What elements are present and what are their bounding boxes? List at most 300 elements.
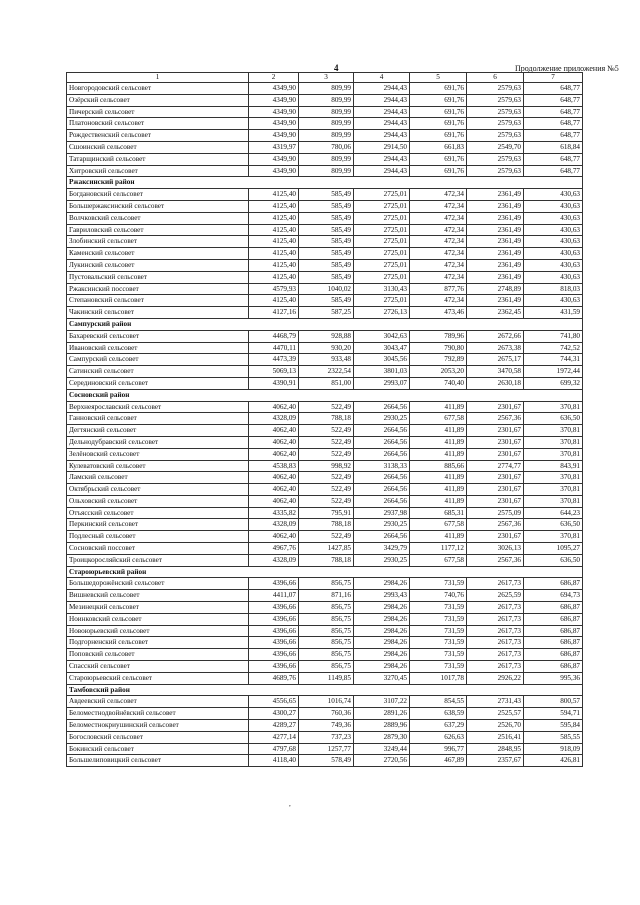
value-cell: 3130,43 [354,283,410,295]
value-cell: 3026,13 [467,543,524,555]
value-cell: 585,49 [299,200,354,212]
table-body [67,83,583,767]
settlement-name: Пустовальский сельсовет [67,271,249,283]
column-header: 6 [467,73,524,83]
value-cell: 2357,67 [467,755,524,767]
value-cell: 4328,09 [249,413,299,425]
value-cell: 691,76 [410,106,467,118]
value-cell: 411,89 [410,401,467,413]
value-cell: 2664,56 [354,448,410,460]
value-cell: 430,63 [524,295,583,307]
table-row [67,307,583,319]
value-cell: 1972,44 [524,366,583,378]
column-header: 1 [67,73,249,83]
value-cell: 595,84 [524,720,583,732]
value-cell: 800,57 [524,696,583,708]
value-cell: 2617,73 [467,602,524,614]
table-row [67,495,583,507]
value-cell: 1427,85 [299,543,354,555]
value-cell: 795,91 [299,507,354,519]
table-row [67,484,583,496]
value-cell: 2579,63 [467,165,524,177]
value-cell: 4125,40 [249,236,299,248]
settlement-name: Ивановский сельсовет [67,342,249,354]
district-name: Староюрьевский район [67,566,583,578]
value-cell: 2984,26 [354,602,410,614]
value-cell: 2748,89 [467,283,524,295]
value-cell: 2579,63 [467,83,524,95]
value-cell: 430,63 [524,271,583,283]
value-cell: 472,34 [410,259,467,271]
settlement-name: Кулеватовский сельсовет [67,460,249,472]
value-cell: 4538,83 [249,460,299,472]
settlement-name: Ганновский сельсовет [67,413,249,425]
value-cell: 4349,90 [249,153,299,165]
value-cell: 585,49 [299,259,354,271]
value-cell: 370,81 [524,472,583,484]
value-cell: 2630,18 [467,377,524,389]
value-cell: 2322,54 [299,366,354,378]
value-cell: 430,63 [524,248,583,260]
value-cell: 585,49 [299,224,354,236]
value-cell: 3801,03 [354,366,410,378]
table-row [67,460,583,472]
value-cell: 2984,26 [354,661,410,673]
value-cell: 731,59 [410,613,467,625]
table-row [67,413,583,425]
settlement-name: Спасский сельсовет [67,661,249,673]
table-row [67,94,583,106]
value-cell: 742,52 [524,342,583,354]
value-cell: 998,92 [299,460,354,472]
value-cell: 2944,43 [354,83,410,95]
settlement-name: Богдановский сельсовет [67,189,249,201]
settlement-name: Дегтянский сельсовет [67,425,249,437]
value-cell: 686,87 [524,578,583,590]
district-name: Ржаксинский район [67,177,583,189]
table-row [67,519,583,531]
value-cell: 740,76 [410,590,467,602]
value-cell: 2984,26 [354,637,410,649]
section-header-row [67,177,583,189]
value-cell: 3249,44 [354,743,410,755]
value-cell: 648,77 [524,94,583,106]
value-cell: 691,76 [410,83,467,95]
settlement-name: Ламский сельсовет [67,472,249,484]
value-cell: 370,81 [524,531,583,543]
value-cell: 789,96 [410,330,467,342]
settlement-name: Беломестнодвойнёвский сельсовет [67,708,249,720]
settlement-name: Каменский сельсовет [67,248,249,260]
value-cell: 686,87 [524,637,583,649]
value-cell: 809,99 [299,153,354,165]
value-cell: 585,49 [299,271,354,283]
value-cell: 2516,41 [467,731,524,743]
table-row [67,755,583,767]
value-cell: 788,18 [299,413,354,425]
value-cell: 430,63 [524,189,583,201]
value-cell: 522,49 [299,472,354,484]
table-row [67,366,583,378]
table-row [67,672,583,684]
value-cell: 2525,57 [467,708,524,720]
value-cell: 3043,47 [354,342,410,354]
value-cell: 370,81 [524,484,583,496]
table-row [67,425,583,437]
value-cell: 2053,20 [410,366,467,378]
value-cell: 809,99 [299,83,354,95]
value-cell: 677,58 [410,554,467,566]
settlement-name: Большедорожёнский сельсовет [67,578,249,590]
value-cell: 4396,66 [249,661,299,673]
value-cell: 2984,26 [354,578,410,590]
value-cell: 749,36 [299,720,354,732]
value-cell: 1095,27 [524,543,583,555]
value-cell: 2930,25 [354,519,410,531]
value-cell: 2617,73 [467,637,524,649]
value-cell: 3270,45 [354,672,410,684]
value-cell: 2664,56 [354,436,410,448]
value-cell: 636,50 [524,413,583,425]
settlement-name: Озёрский сельсовет [67,94,249,106]
value-cell: 731,59 [410,637,467,649]
value-cell: 2889,96 [354,720,410,732]
value-cell: 2361,49 [467,236,524,248]
value-cell: 2673,38 [467,342,524,354]
value-cell: 854,55 [410,696,467,708]
value-cell: 2944,43 [354,165,410,177]
table-row [67,401,583,413]
value-cell: 851,00 [299,377,354,389]
value-cell: 2984,26 [354,625,410,637]
table-row [67,472,583,484]
value-cell: 871,16 [299,590,354,602]
value-cell: 2926,22 [467,672,524,684]
settlement-name: Бокинский сельсовет [67,743,249,755]
table-row [67,377,583,389]
value-cell: 780,06 [299,141,354,153]
value-cell: 618,84 [524,141,583,153]
table-row [67,165,583,177]
settlement-name: Вишневский сельсовет [67,590,249,602]
value-cell: 4062,40 [249,401,299,413]
table-row [67,602,583,614]
value-cell: 4349,90 [249,106,299,118]
value-cell: 2301,67 [467,436,524,448]
value-cell: 472,34 [410,248,467,260]
value-cell: 4349,90 [249,130,299,142]
footer-mark: , [289,800,291,808]
value-cell: 1177,12 [410,543,467,555]
value-cell: 1257,77 [299,743,354,755]
settlement-name: Троицкоросляйский сельсовет [67,554,249,566]
table-row [67,637,583,649]
value-cell: 4062,40 [249,425,299,437]
value-cell: 2567,36 [467,519,524,531]
value-cell: 2984,26 [354,649,410,661]
settlement-name: Зелёновский сельсовет [67,448,249,460]
table-row [67,259,583,271]
value-cell: 4470,11 [249,342,299,354]
value-cell: 2664,56 [354,484,410,496]
table-row [67,130,583,142]
table-row [67,224,583,236]
value-cell: 856,75 [299,578,354,590]
table-row [67,578,583,590]
table-row [67,283,583,295]
value-cell: 473,46 [410,307,467,319]
value-cell: 4118,40 [249,755,299,767]
value-cell: 1149,85 [299,672,354,684]
value-cell: 790,80 [410,342,467,354]
value-cell: 2579,63 [467,106,524,118]
column-number-row [67,73,583,83]
table-row [67,531,583,543]
settlement-name: Верхнеярославский сельсовет [67,401,249,413]
value-cell: 4396,66 [249,602,299,614]
value-cell: 430,63 [524,212,583,224]
value-cell: 2891,26 [354,708,410,720]
table-row [67,708,583,720]
value-cell: 2664,56 [354,401,410,413]
section-header-row [67,318,583,330]
value-cell: 4579,93 [249,283,299,295]
data-table [66,72,583,767]
page-number: 4 [334,63,339,73]
value-cell: 1016,74 [299,696,354,708]
section-header-row [67,684,583,696]
table-row [67,236,583,248]
value-cell: 741,80 [524,330,583,342]
value-cell: 4125,40 [249,200,299,212]
value-cell: 430,63 [524,200,583,212]
value-cell: 626,63 [410,731,467,743]
value-cell: 472,34 [410,189,467,201]
value-cell: 2361,49 [467,259,524,271]
value-cell: 430,63 [524,224,583,236]
value-cell: 648,77 [524,83,583,95]
value-cell: 472,34 [410,236,467,248]
value-cell: 3042,63 [354,330,410,342]
value-cell: 411,89 [410,495,467,507]
value-cell: 691,76 [410,130,467,142]
value-cell: 2526,70 [467,720,524,732]
settlement-name: Татарщинский сельсовет [67,153,249,165]
settlement-name: Богословский сельсовет [67,731,249,743]
value-cell: 933,48 [299,354,354,366]
table-row [67,625,583,637]
value-cell: 2930,25 [354,554,410,566]
settlement-name: Лукинский сельсовет [67,259,249,271]
value-cell: 411,89 [410,436,467,448]
value-cell: 2301,67 [467,531,524,543]
settlement-name: Ольховский сельсовет [67,495,249,507]
value-cell: 4319,97 [249,141,299,153]
value-cell: 918,09 [524,743,583,755]
value-cell: 2984,26 [354,613,410,625]
value-cell: 2930,25 [354,413,410,425]
value-cell: 2725,01 [354,200,410,212]
value-cell: 2361,49 [467,248,524,260]
table-row [67,554,583,566]
table-row [67,295,583,307]
value-cell: 2944,43 [354,130,410,142]
table-row [67,342,583,354]
value-cell: 2617,73 [467,578,524,590]
table-row [67,543,583,555]
settlement-name: Новоюрьевский сельсовет [67,625,249,637]
value-cell: 2725,01 [354,271,410,283]
value-cell: 856,75 [299,661,354,673]
value-cell: 411,89 [410,448,467,460]
settlement-name: Ржаксинский поссовет [67,283,249,295]
value-cell: 4468,79 [249,330,299,342]
value-cell: 2575,09 [467,507,524,519]
value-cell: 3107,22 [354,696,410,708]
table-row [67,436,583,448]
value-cell: 370,81 [524,436,583,448]
value-cell: 856,75 [299,637,354,649]
value-cell: 686,87 [524,661,583,673]
value-cell: 4127,16 [249,307,299,319]
value-cell: 2301,67 [467,425,524,437]
value-cell: 3045,56 [354,354,410,366]
table-row [67,696,583,708]
table-row [67,354,583,366]
value-cell: 792,89 [410,354,467,366]
value-cell: 686,87 [524,602,583,614]
value-cell: 2361,49 [467,200,524,212]
table-row [67,330,583,342]
settlement-name: Платоновский сельсовет [67,118,249,130]
table-row [67,212,583,224]
value-cell: 2726,13 [354,307,410,319]
settlement-name: Большелиповицкий сельсовет [67,755,249,767]
column-header: 4 [354,73,410,83]
settlement-name: Отъясский сельсовет [67,507,249,519]
value-cell: 637,29 [410,720,467,732]
value-cell: 472,34 [410,212,467,224]
settlement-name: Бахаревский сельсовет [67,330,249,342]
value-cell: 4396,66 [249,578,299,590]
value-cell: 809,99 [299,130,354,142]
table-row [67,200,583,212]
settlement-name: Сатинский сельсовет [67,366,249,378]
value-cell: 2567,36 [467,554,524,566]
value-cell: 522,49 [299,425,354,437]
value-cell: 648,77 [524,130,583,142]
value-cell: 731,59 [410,625,467,637]
settlement-name: Авдеевский сельсовет [67,696,249,708]
settlement-name: Рождественский сельсовет [67,130,249,142]
value-cell: 2664,56 [354,531,410,543]
value-cell: 411,89 [410,484,467,496]
value-cell: 731,59 [410,649,467,661]
value-cell: 843,91 [524,460,583,472]
value-cell: 431,59 [524,307,583,319]
value-cell: 585,49 [299,248,354,260]
settlement-name: Степановский сельсовет [67,295,249,307]
value-cell: 4062,40 [249,472,299,484]
value-cell: 648,77 [524,106,583,118]
value-cell: 691,76 [410,94,467,106]
value-cell: 4125,40 [249,271,299,283]
value-cell: 638,59 [410,708,467,720]
value-cell: 411,89 [410,425,467,437]
settlement-name: Хитровский сельсовет [67,165,249,177]
table-row [67,106,583,118]
value-cell: 2725,01 [354,212,410,224]
value-cell: 691,76 [410,165,467,177]
value-cell: 4125,40 [249,189,299,201]
value-cell: 731,59 [410,602,467,614]
value-cell: 2725,01 [354,259,410,271]
value-cell: 370,81 [524,448,583,460]
settlement-name: Злобинский сельсовет [67,236,249,248]
settlement-name: Поповский сельсовет [67,649,249,661]
value-cell: 809,99 [299,94,354,106]
value-cell: 788,18 [299,554,354,566]
value-cell: 691,76 [410,118,467,130]
value-cell: 3138,33 [354,460,410,472]
value-cell: 4967,76 [249,543,299,555]
value-cell: 996,77 [410,743,467,755]
table-row [67,153,583,165]
value-cell: 4125,40 [249,248,299,260]
value-cell: 4289,27 [249,720,299,732]
table-row [67,743,583,755]
value-cell: 744,31 [524,354,583,366]
value-cell: 4473,39 [249,354,299,366]
value-cell: 3429,79 [354,543,410,555]
settlement-name: Сшоинский сельсовет [67,141,249,153]
value-cell: 2725,01 [354,236,410,248]
value-cell: 522,49 [299,531,354,543]
value-cell: 472,34 [410,295,467,307]
value-cell: 760,36 [299,708,354,720]
value-cell: 4390,91 [249,377,299,389]
value-cell: 699,32 [524,377,583,389]
district-name: Сосновский район [67,389,583,401]
value-cell: 2879,30 [354,731,410,743]
value-cell: 2664,56 [354,495,410,507]
table-row [67,590,583,602]
value-cell: 2361,49 [467,271,524,283]
value-cell: 809,99 [299,165,354,177]
district-name: Сампурский район [67,318,583,330]
table-row [67,731,583,743]
value-cell: 2725,01 [354,189,410,201]
table-row [67,613,583,625]
column-header: 3 [299,73,354,83]
value-cell: 522,49 [299,448,354,460]
value-cell: 522,49 [299,495,354,507]
value-cell: 1017,78 [410,672,467,684]
value-cell: 2731,43 [467,696,524,708]
value-cell: 4125,40 [249,212,299,224]
value-cell: 2993,07 [354,377,410,389]
settlement-name: Новгородовский сельсовет [67,83,249,95]
value-cell: 4411,07 [249,590,299,602]
value-cell: 585,49 [299,295,354,307]
settlement-name: Староюрьевский сельсовет [67,672,249,684]
value-cell: 2361,49 [467,212,524,224]
value-cell: 2301,67 [467,472,524,484]
value-cell: 2725,01 [354,224,410,236]
table-row [67,83,583,95]
settlement-name: Сосновский поссовет [67,543,249,555]
value-cell: 4062,40 [249,436,299,448]
